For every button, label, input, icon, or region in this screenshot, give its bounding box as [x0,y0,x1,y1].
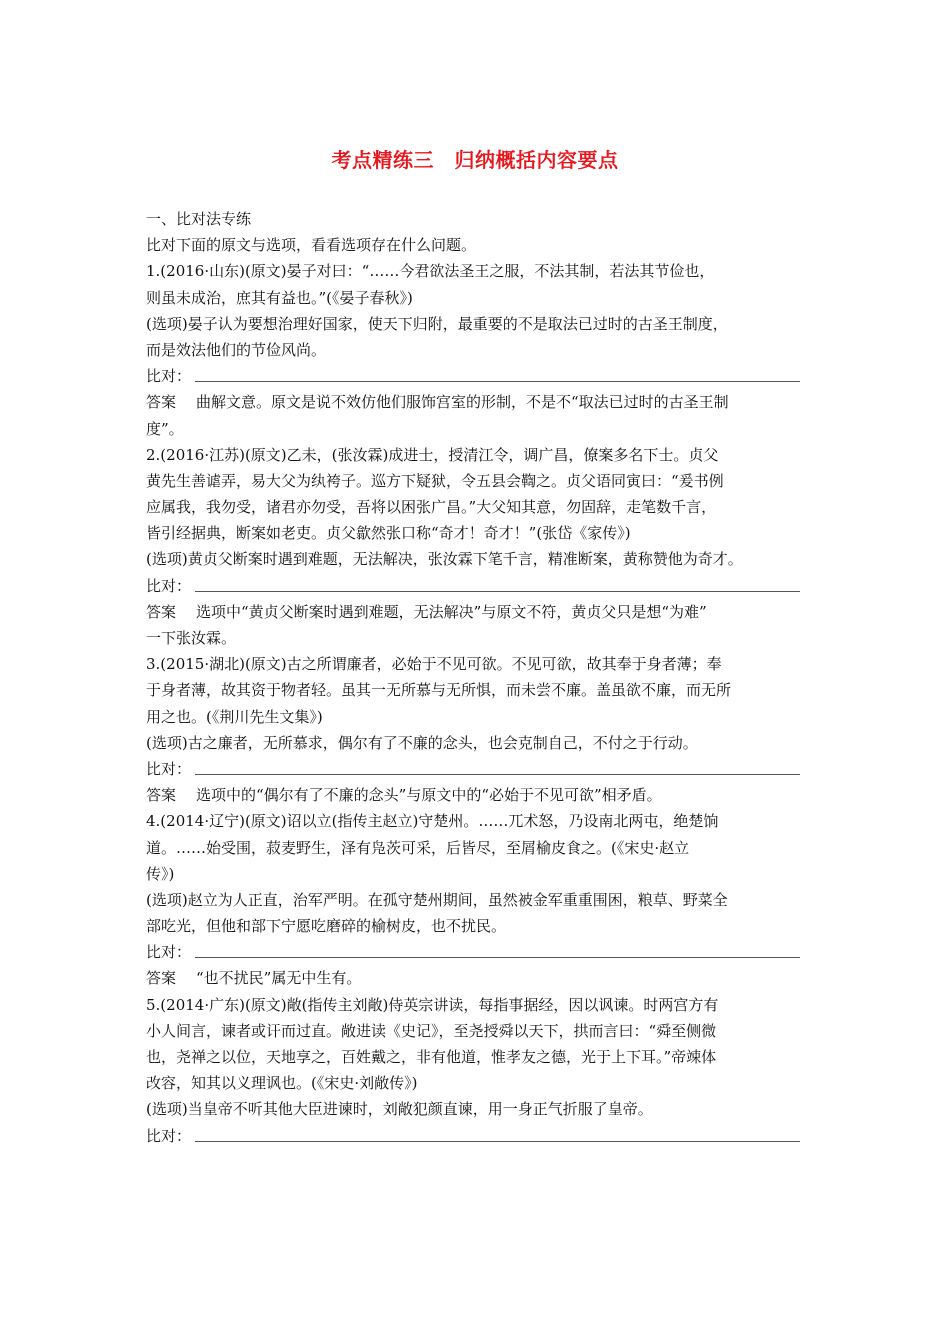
original-line: 黄先生善谑弄，易大父为纨袴子。巡方下疑狱，令五县会鞫之。贞父语同寅曰：“爰书例 [146,471,724,490]
original-line: 道。……始受围，菽麦野生，泽有凫茨可采，后皆尽，至屑榆皮食之。(《宋史·赵立 [146,838,690,857]
blank-underline [195,590,800,592]
answer-line [146,782,806,808]
answer-line [146,965,806,991]
compare-answer-blank[interactable] [146,363,806,389]
compare-label: 比对： [146,759,192,778]
compare-label: 比对： [146,943,192,962]
original-line: 皆引经据典，断案如老吏。贞父歙然张口称“奇才！奇才！”(张岱《家传》) [146,524,631,543]
exercise-item [146,992,806,1149]
answer-label: 答案 [146,602,177,621]
answer-text: 曲解文意。原文是说不效仿他们服饰宫室的形制，不是不“取法已过时的古圣王制 [196,393,729,412]
option-line: (选项)当皇帝不听其他大臣进谏时，刘敞犯颜直谏，用一身正气折服了皇帝。 [146,1100,653,1119]
original-line: 应属我，我勿受，诸君亦勿受，吾将以困张广昌。”大父知其意，勿固辞，走笔数千言， [146,498,717,517]
exercise-item [146,258,806,441]
compare-answer-blank[interactable] [146,573,806,599]
original-line: 于身者薄，故其资于物者轻。虽其一无所慕与无所惧，而未尝不廉。盖虽欲不廉，而无所 [146,681,732,700]
compare-answer-blank[interactable] [146,939,806,965]
answer-text: “也不扰民”属无中生有。 [196,969,362,988]
original-line: 小人间言，谏者或讦而过直。敞进读《史记》，至尧授舜以天下，拱而言曰：“舜至侧微 [146,1021,717,1040]
blank-underline [195,956,800,958]
option-line: 部吃光，但他和部下宁愿吃磨碎的榆树皮，也不扰民。 [146,917,507,936]
answer-line: 度”。 [146,419,184,438]
answer-label: 答案 [146,786,177,805]
blank-underline [195,773,800,775]
option-line: 而是效法他们的节俭风尚。 [146,340,327,359]
answer-line [146,389,806,415]
option-line: (选项)赵立为人正直，治军严明。在孤守楚州期间，虽然被金军重重围困，粮草、野菜全 [146,890,728,909]
instruction-text: 比对下面的原文与选项，看看选项存在什么问题。 [146,236,477,255]
answer-text: 选项中的“偶尔有了不廉的念头”与原文中的“必始于不见可欲”相矛盾。 [196,786,662,805]
answer-line: 一下张汝霖。 [146,629,237,647]
blank-underline [195,380,800,382]
original-line: 也，尧禅之以位，天地享之，百姓戴之，非有他道，惟孝友之德，光于上下耳。”帝竦体 [146,1048,717,1066]
compare-label: 比对： [146,367,192,386]
original-line: 则虽未成治，庶其有益也。”(《晏子春秋》) [146,288,413,307]
section-heading: 一、比对法专练 [146,210,252,228]
original-line: 4.(2014·辽宁)(原文)诏以立(指传主赵立)守楚州。……兀术怒，乃设南北两屯，绝楚饷 [146,812,719,831]
original-line: 改容，知其以义理讽也。(《宋史·刘敞传》) [146,1074,418,1093]
answer-line [146,599,806,625]
document-body [146,206,806,1149]
original-line: 2.(2016·江苏)(原文)乙未，(张汝霖)成进士，授清江令，调广昌，僚案多名下士。贞父 [146,445,719,464]
original-line: 传》) [146,864,175,883]
answer-label: 答案 [146,969,177,988]
blank-underline [195,1140,800,1142]
compare-label: 比对： [146,576,192,595]
option-line: (选项)古之廉者，无所慕求，偶尔有了不廉的念头，也会克制自己，不付之于行动。 [146,733,698,752]
exercise-item [146,442,806,652]
compare-label: 比对： [146,1126,192,1145]
original-line: 5.(2014·广东)(原文)敞(指传主刘敞)侍英宗讲读，每指事据经，因以讽谏。时两宫方有 [146,995,719,1014]
page-title: 考点精练三 归纳概括内容要点 [331,148,619,172]
original-line: 1.(2016·山东)(原文)晏子对曰：“……今君欲法圣王之服，不法其制，若法其节俭也， [146,262,715,281]
answer-text: 选项中“黄贞父断案时遇到难题，无法解决”与原文不符，黄贞父只是想“为难” [196,602,707,621]
option-line: (选项)黄贞父断案时遇到难题，无法解决，张汝霖下笔千言，精准断案，黄称赞他为奇才。 [146,550,743,569]
exercise-item [146,808,806,991]
original-line: 3.(2015·湖北)(原文)古之所谓廉者，必始于不见可欲。不见可欲，故其奉于身者薄；奉 [146,655,722,674]
original-line: 用之也。(《荆川先生文集》) [146,707,323,726]
compare-answer-blank[interactable] [146,756,806,782]
option-line: (选项)晏子认为要想治理好国家，使天下归附，最重要的不是取法已过时的古圣王制度， [146,314,728,333]
compare-answer-blank[interactable] [146,1123,806,1149]
exercise-item [146,651,806,808]
answer-label: 答案 [146,393,177,412]
